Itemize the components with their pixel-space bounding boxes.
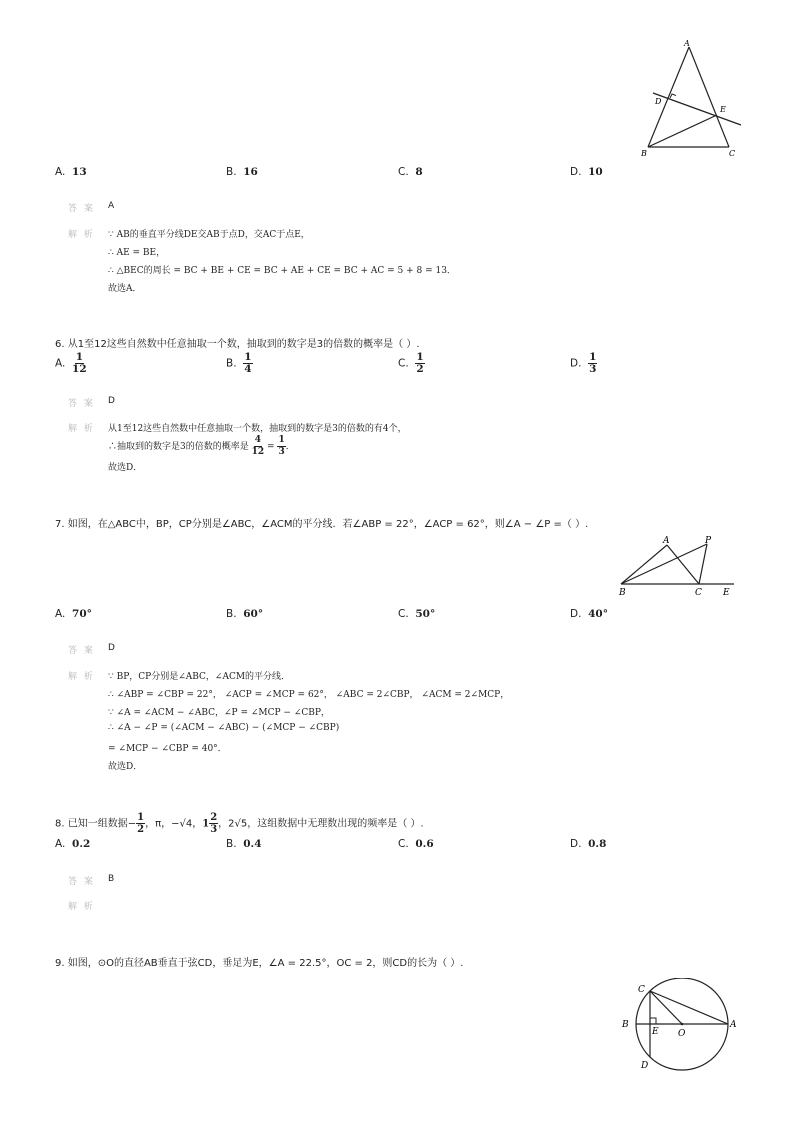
q7-line-2: ∴ ∠ABP = ∠CBP = 22°， ∠ACP = ∠MCP = 62°， ∠ABC = 2∠CBP， ∠ACM = 2∠MCP， [108, 690, 510, 700]
q7-option-c[interactable]: C. 50° [398, 608, 436, 620]
q6-option-a-fraction: $\frac{1}{12}$ [72, 351, 87, 375]
q5-option-c[interactable]: C. 8 [398, 166, 423, 178]
q7-label-e: E [723, 588, 730, 598]
q8-fraction: $\frac{1}{2}$ [137, 812, 145, 835]
q7-answer: D [108, 643, 115, 653]
q5-line-4: 故选A． [108, 284, 142, 294]
q6-option-b[interactable]: B. $\frac{1}{4}$ [226, 351, 252, 375]
q7-label-a: A [663, 536, 670, 546]
q7-explain-tag: 解 析 [68, 672, 95, 682]
q5-explain-tag: 解 析 [68, 230, 95, 240]
q8-question: 8. 已知一组数据− $\frac{1}{2}$ ，π，−√4，1 $\frac{2}{3}$ ，2√5，这组数据中无理数出现的频率是（ ）. [55, 812, 424, 835]
q8-option-a[interactable]: A. 0.2 [55, 838, 91, 850]
q7-label-c: C [695, 588, 702, 598]
q6-option-c-fraction: $\frac{1}{2}$ [416, 351, 424, 375]
q8-option-d[interactable]: D. 0.8 [570, 838, 607, 850]
q6-answer-tag: 答 案 [68, 399, 95, 409]
q8-mixed-fraction: $\frac{2}{3}$ [210, 812, 218, 835]
q8-answer-tag: 答 案 [68, 877, 95, 887]
q7-label-b: B [619, 588, 626, 598]
q6-option-d-fraction: $\frac{1}{3}$ [589, 351, 597, 375]
q9-label-o: O [678, 1029, 686, 1039]
q5-option-b[interactable]: B. 16 [226, 166, 258, 178]
q7-option-d[interactable]: D. 40° [570, 608, 608, 620]
q6-answer: D [108, 396, 115, 406]
q9-question: 9. 如图，⊙O的直径AB垂直于弦CD，垂足为E，∠A = 22.5°，OC = 2，则CD的长为（ ）. [55, 958, 464, 969]
q6-line2-fraction-1: $\frac{4}{12}$ [251, 435, 265, 457]
q6-option-c[interactable]: C. $\frac{1}{2}$ [398, 351, 424, 375]
q7-answer-tag: 答 案 [68, 646, 95, 656]
q7-line-6: 故选D． [108, 762, 143, 772]
q7-line-5: = ∠MCP − ∠CBP = 40°． [108, 744, 227, 754]
q6-line-1: 从1至12这些自然数中任意抽取一个数，抽取到的数字是3的倍数的有4个， [108, 424, 407, 434]
q5-line-1: ∵ AB的垂直平分线DE交AB于点D，交AC于点E， [108, 230, 310, 240]
q5-option-a[interactable]: A. 13 [55, 166, 87, 178]
q5-label-d: D [655, 97, 662, 106]
q5-label-e: E [720, 105, 726, 114]
q7-label-p: P [705, 536, 712, 546]
q5-option-d[interactable]: D. 10 [570, 166, 603, 178]
q6-option-b-fraction: $\frac{1}{4}$ [244, 351, 252, 375]
q8-option-c[interactable]: C. 0.6 [398, 838, 434, 850]
q5-answer-tag: 答 案 [68, 204, 95, 214]
q5-label-c: C [729, 149, 736, 158]
q8-answer: B [108, 874, 115, 884]
q5-line-3: ∴ △BEC的周长 = BC + BE + CE = BC + AE + CE = BC + AC = 5 + 8 = 13． [108, 266, 456, 276]
q7-option-b[interactable]: B. 60° [226, 608, 264, 620]
q6-option-d[interactable]: D. $\frac{1}{3}$ [570, 351, 597, 375]
q5-answer: A [108, 201, 115, 211]
q6-question: 6. 从1至12这些自然数中任意抽取一个数，抽取到的数字是3的倍数的概率是（ ）. [55, 339, 420, 350]
q9-label-a: A [730, 1020, 737, 1030]
q8-explain-tag: 解 析 [68, 902, 95, 912]
q6-line2-fraction-2: $\frac{1}{3}$ [278, 435, 285, 457]
q5-label-a: A [684, 39, 690, 48]
q9-label-b: B [622, 1020, 629, 1030]
q7-figure [612, 532, 742, 600]
q7-option-a[interactable]: A. 70° [55, 608, 92, 620]
q7-question: 7. 如图，在△ABC中，BP，CP分别是∠ABC，∠ACM的平分线．若∠ABP = 22°，∠ACP = 62°，则∠A − ∠P =（ ）. [55, 519, 589, 530]
q9-figure [618, 978, 746, 1076]
q9-label-e: E [652, 1027, 659, 1037]
q6-option-a[interactable]: A. $\frac{1}{12}$ [55, 351, 87, 375]
q7-line-3: ∵ ∠A = ∠ACM − ∠ABC，∠P = ∠MCP − ∠CBP， [108, 708, 330, 718]
q6-line-3: 故选D． [108, 463, 143, 473]
q6-line-2: ∴抽取到的数字是3的倍数的概率是 $\frac{4}{12}$ = $\frac{1}{3}$ ． [108, 435, 295, 457]
q8-option-b[interactable]: B. 0.4 [226, 838, 262, 850]
q9-label-d: D [641, 1061, 649, 1071]
q5-figure [636, 38, 748, 160]
q7-line-1: ∵ BP，CP分别是∠ABC，∠ACM的平分线． [108, 672, 291, 682]
q7-line-4: ∴ ∠A − ∠P = (∠ACM − ∠ABC) − (∠MCP − ∠CBP) [108, 723, 340, 733]
q5-label-b: B [641, 149, 647, 158]
q5-line-2: ∴ AE = BE， [108, 248, 166, 258]
q6-explain-tag: 解 析 [68, 424, 95, 434]
q9-label-c: C [638, 985, 645, 995]
